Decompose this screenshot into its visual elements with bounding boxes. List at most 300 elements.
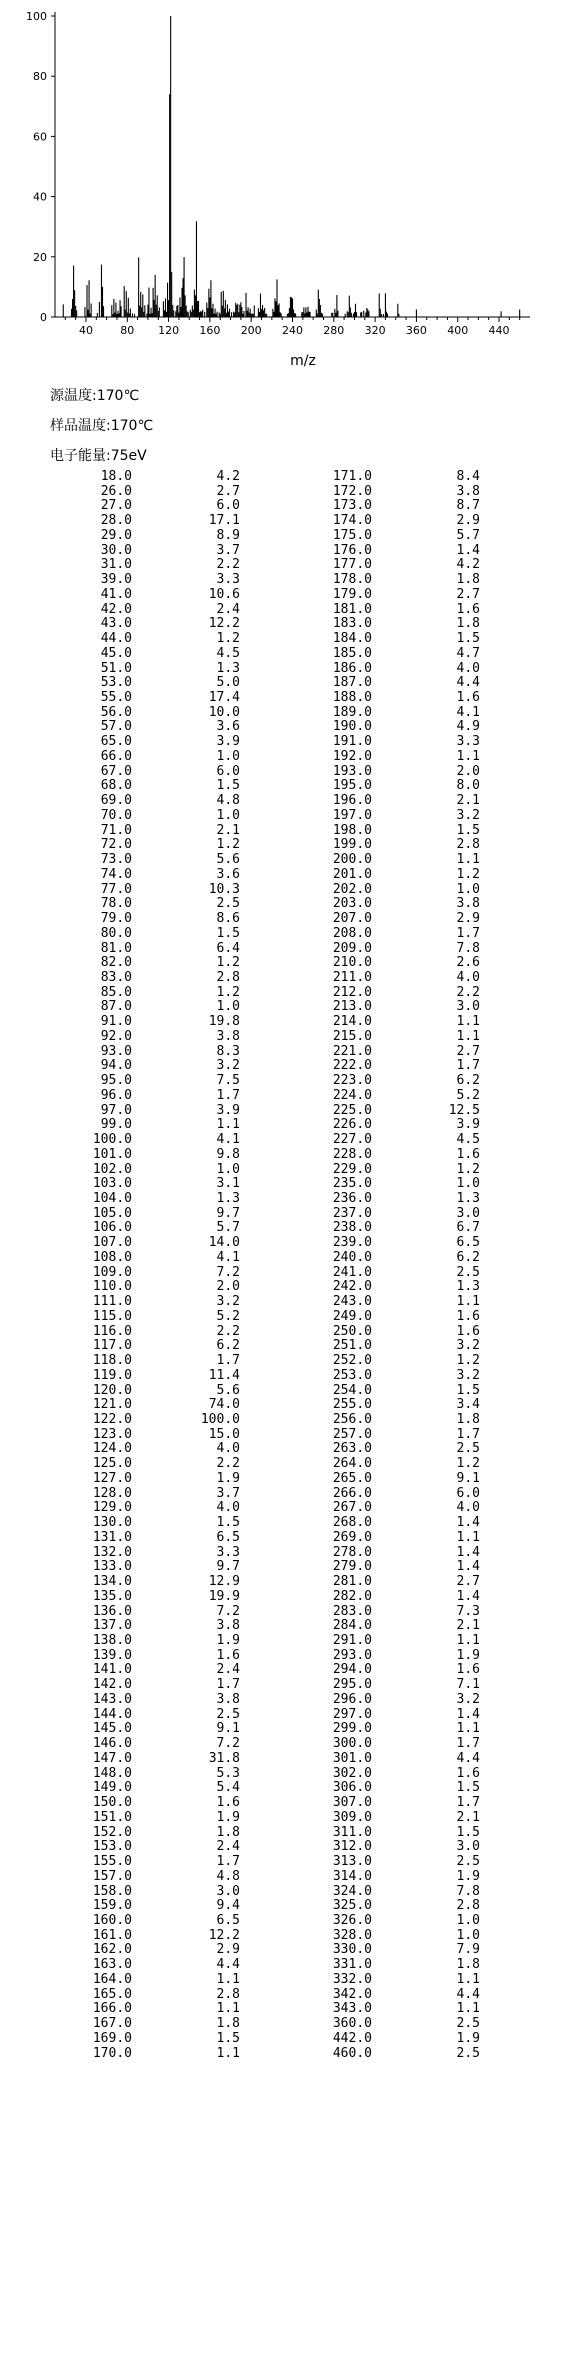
- intensity-value: 5.0: [216, 675, 240, 691]
- intensity-value: 2.7: [216, 483, 240, 499]
- x-tick-label: 120: [158, 324, 180, 337]
- intensity-value: 9.7: [216, 1205, 240, 1221]
- mz-value: 213.0: [332, 999, 372, 1015]
- intensity-value: 2.1: [456, 1809, 480, 1825]
- mz-value: 178.0: [332, 572, 372, 588]
- intensity-value: 3.6: [216, 719, 240, 735]
- intensity-value: 14.0: [208, 1235, 240, 1251]
- intensity-value: 2.0: [216, 1279, 240, 1295]
- mz-value: 267.0: [332, 1500, 372, 1516]
- mz-value: 45.0: [100, 645, 132, 661]
- intensity-value: 2.2: [216, 557, 240, 573]
- mz-value: 239.0: [332, 1235, 372, 1251]
- mz-value: 181.0: [332, 601, 372, 617]
- mz-value: 324.0: [332, 1883, 372, 1899]
- mz-value: 187.0: [332, 675, 372, 691]
- y-tick-label: 20: [33, 250, 47, 264]
- mz-value: 240.0: [332, 1249, 372, 1265]
- mz-value: 269.0: [332, 1529, 372, 1545]
- mz-value: 41.0: [100, 586, 132, 602]
- mz-value: 192.0: [332, 748, 372, 764]
- intensity-value: 1.1: [456, 748, 480, 764]
- intensity-value: 3.2: [216, 1294, 240, 1310]
- mz-value: 122.0: [92, 1412, 132, 1427]
- mz-value: 67.0: [100, 763, 132, 779]
- intensity-value: 4.0: [216, 1441, 240, 1457]
- mz-value: 235.0: [332, 1176, 372, 1192]
- intensity-value: 1.1: [216, 2045, 240, 2061]
- mz-value: 149.0: [92, 1780, 132, 1796]
- intensity-value: 3.7: [216, 1485, 240, 1501]
- mz-value: 166.0: [92, 2001, 132, 2017]
- intensity-value: 1.4: [456, 1588, 480, 1604]
- source-temperature: [50, 385, 139, 405]
- intensity-value: 1.9: [456, 1647, 480, 1663]
- intensity-value: 1.0: [216, 748, 240, 764]
- mz-value: 124.0: [92, 1441, 132, 1457]
- mz-value: 295.0: [332, 1677, 372, 1693]
- mz-value: 55.0: [100, 690, 132, 706]
- intensity-value: 1.8: [456, 1412, 480, 1427]
- intensity-value: 1.2: [216, 631, 240, 647]
- mz-value: 29.0: [100, 527, 132, 543]
- mz-value: 203.0: [332, 896, 372, 912]
- mz-value: 130.0: [92, 1515, 132, 1531]
- intensity-value: 3.8: [456, 483, 480, 499]
- mz-value: 294.0: [332, 1662, 372, 1678]
- intensity-value: 17.4: [208, 690, 240, 706]
- intensity-value: 6.4: [216, 940, 240, 956]
- intensity-value: 4.0: [456, 1500, 480, 1516]
- y-tick-label: 60: [33, 130, 47, 144]
- mz-value: 26.0: [100, 483, 132, 499]
- mz-value: 266.0: [332, 1485, 372, 1501]
- intensity-value: 1.1: [216, 1117, 240, 1133]
- intensity-value: 1.1: [456, 1028, 480, 1044]
- intensity-value: 1.7: [216, 1677, 240, 1693]
- intensity-value: 12.5: [448, 1102, 480, 1118]
- sample-temperature: [50, 415, 153, 435]
- intensity-value: 3.8: [216, 1691, 240, 1707]
- mz-value: 212.0: [332, 984, 372, 1000]
- mz-value: 94.0: [100, 1058, 132, 1074]
- intensity-value: 3.3: [456, 734, 480, 750]
- intensity-value: 4.8: [216, 793, 240, 809]
- mz-value: 193.0: [332, 763, 372, 779]
- intensity-value: 6.0: [216, 498, 240, 514]
- intensity-value: 1.5: [216, 2030, 240, 2046]
- mz-value: 173.0: [332, 498, 372, 514]
- mz-value: 117.0: [92, 1338, 132, 1354]
- intensity-value: 3.0: [456, 1205, 480, 1221]
- mz-value: 99.0: [100, 1117, 132, 1133]
- mz-value: 105.0: [92, 1205, 132, 1221]
- mz-value: 82.0: [100, 955, 132, 971]
- mz-value: 104.0: [92, 1190, 132, 1206]
- mz-value: 293.0: [332, 1647, 372, 1663]
- intensity-value: 3.3: [216, 572, 240, 588]
- mz-value: 238.0: [332, 1220, 372, 1236]
- mz-value: 53.0: [100, 675, 132, 691]
- intensity-value: 8.0: [456, 778, 480, 794]
- intensity-value: 1.5: [456, 1824, 480, 1840]
- mz-value: 281.0: [332, 1574, 372, 1590]
- intensity-value: 7.5: [216, 1073, 240, 1089]
- mz-value: 152.0: [92, 1824, 132, 1840]
- mz-value: 146.0: [92, 1736, 132, 1752]
- x-tick-label: 320: [364, 324, 386, 337]
- intensity-value: 5.7: [456, 527, 480, 543]
- intensity-value: 2.5: [456, 1441, 480, 1457]
- mz-value: 106.0: [92, 1220, 132, 1236]
- intensity-value: 1.2: [216, 837, 240, 853]
- intensity-value: 3.0: [216, 1883, 240, 1899]
- mz-value: 169.0: [92, 2030, 132, 2046]
- electron-energy-value: 75eV: [110, 448, 147, 464]
- intensity-value: 6.5: [456, 1235, 480, 1251]
- intensity-value: 2.5: [456, 2045, 480, 2061]
- intensity-value: 19.9: [208, 1588, 240, 1604]
- intensity-value: 1.4: [456, 1706, 480, 1722]
- intensity-value: 1.0: [456, 1176, 480, 1192]
- mz-value: 30.0: [100, 542, 132, 558]
- mz-value: 73.0: [100, 852, 132, 868]
- intensity-value: 1.6: [216, 1795, 240, 1811]
- intensity-value: 7.2: [216, 1736, 240, 1752]
- intensity-value: 1.7: [456, 1795, 480, 1811]
- mz-value: 119.0: [92, 1367, 132, 1383]
- intensity-value: 1.8: [456, 572, 480, 588]
- intensity-value: 3.9: [216, 734, 240, 750]
- mz-value: 174.0: [332, 513, 372, 529]
- mz-value: 138.0: [92, 1633, 132, 1649]
- intensity-value: 1.3: [216, 1190, 240, 1206]
- mz-value: 131.0: [92, 1529, 132, 1545]
- intensity-value: 7.2: [216, 1264, 240, 1280]
- intensity-value: 2.1: [216, 822, 240, 838]
- mz-value: 254.0: [332, 1382, 372, 1398]
- intensity-value: 10.6: [208, 586, 240, 602]
- mz-value: 224.0: [332, 1087, 372, 1103]
- intensity-value: 3.2: [456, 1691, 480, 1707]
- mz-value: 151.0: [92, 1809, 132, 1825]
- intensity-value: 1.5: [216, 1515, 240, 1531]
- intensity-value: 9.8: [216, 1146, 240, 1162]
- intensity-value: 1.7: [216, 1087, 240, 1103]
- intensity-value: 1.2: [456, 1456, 480, 1472]
- intensity-value: 2.7: [456, 1574, 480, 1590]
- mz-value: 283.0: [332, 1603, 372, 1619]
- mz-value: 70.0: [100, 807, 132, 823]
- intensity-value: 2.2: [456, 984, 480, 1000]
- intensity-value: 3.0: [456, 999, 480, 1015]
- sample-temperature-value: 170℃: [110, 418, 154, 434]
- mz-value: 143.0: [92, 1691, 132, 1707]
- x-tick-label: 280: [323, 324, 345, 337]
- intensity-value: 2.9: [216, 1942, 240, 1958]
- source-temperature-value: 170℃: [96, 388, 140, 404]
- intensity-value: 4.5: [456, 1132, 480, 1148]
- mz-value: 78.0: [100, 896, 132, 912]
- intensity-value: 2.8: [456, 1898, 480, 1914]
- mz-value: 313.0: [332, 1854, 372, 1870]
- x-tick-label: 80: [120, 324, 135, 337]
- intensity-value: 1.7: [456, 1058, 480, 1074]
- intensity-value: 3.2: [456, 807, 480, 823]
- intensity-value: 2.8: [216, 1986, 240, 2002]
- intensity-value: 1.6: [456, 1323, 480, 1339]
- mz-value: 167.0: [92, 2016, 132, 2032]
- intensity-value: 4.2: [216, 469, 240, 484]
- intensity-value: 4.4: [456, 1750, 480, 1766]
- mz-value: 228.0: [332, 1146, 372, 1162]
- mz-value: 79.0: [100, 911, 132, 927]
- intensity-value: 1.6: [456, 1765, 480, 1781]
- intensity-value: 2.9: [456, 513, 480, 529]
- mz-value: 460.0: [332, 2045, 372, 2061]
- mz-value: 141.0: [92, 1662, 132, 1678]
- mz-value: 171.0: [332, 469, 372, 484]
- intensity-value: 1.5: [456, 1382, 480, 1398]
- mz-value: 282.0: [332, 1588, 372, 1604]
- intensity-value: 12.2: [208, 616, 240, 632]
- mz-value: 252.0: [332, 1353, 372, 1369]
- mz-value: 332.0: [332, 1971, 372, 1987]
- intensity-value: 1.3: [456, 1279, 480, 1295]
- x-axis-label: m/z: [290, 353, 316, 369]
- mz-value: 153.0: [92, 1839, 132, 1855]
- intensity-value: 2.4: [216, 1839, 240, 1855]
- intensity-value: 2.2: [216, 1456, 240, 1472]
- mz-value: 360.0: [332, 2016, 372, 2032]
- mz-value: 222.0: [332, 1058, 372, 1074]
- intensity-value: 1.5: [216, 778, 240, 794]
- intensity-value: 7.2: [216, 1603, 240, 1619]
- intensity-value: 4.4: [216, 1957, 240, 1973]
- intensity-value: 1.5: [216, 925, 240, 941]
- mz-value: 189.0: [332, 704, 372, 720]
- intensity-value: 1.8: [456, 1957, 480, 1973]
- intensity-value: 1.4: [456, 1559, 480, 1575]
- mz-value: 175.0: [332, 527, 372, 543]
- mz-value: 223.0: [332, 1073, 372, 1089]
- mz-value: 121.0: [92, 1397, 132, 1413]
- intensity-value: 10.0: [208, 704, 240, 720]
- mz-value: 214.0: [332, 1014, 372, 1030]
- intensity-value: 1.4: [456, 1515, 480, 1531]
- intensity-value: 6.2: [216, 1338, 240, 1354]
- intensity-value: 2.4: [216, 601, 240, 617]
- y-tick-label: 0: [40, 311, 47, 324]
- mz-value: 120.0: [92, 1382, 132, 1398]
- intensity-value: 2.5: [456, 1264, 480, 1280]
- mz-value: 197.0: [332, 807, 372, 823]
- mz-value: 307.0: [332, 1795, 372, 1811]
- intensity-value: 5.6: [216, 852, 240, 868]
- mz-value: 190.0: [332, 719, 372, 735]
- intensity-value: 3.4: [456, 1397, 480, 1413]
- mz-value: 158.0: [92, 1883, 132, 1899]
- intensity-value: 4.1: [456, 704, 480, 720]
- mz-value: 144.0: [92, 1706, 132, 1722]
- mz-value: 101.0: [92, 1146, 132, 1162]
- intensity-value: 1.6: [456, 1308, 480, 1324]
- mz-value: 69.0: [100, 793, 132, 809]
- intensity-value: 5.2: [456, 1087, 480, 1103]
- y-tick-label: 80: [33, 70, 47, 84]
- intensity-value: 4.7: [456, 645, 480, 661]
- y-tick-label: 40: [33, 190, 47, 204]
- mz-value: 195.0: [332, 778, 372, 794]
- intensity-value: 2.6: [456, 955, 480, 971]
- intensity-value: 74.0: [208, 1397, 240, 1413]
- mz-value: 85.0: [100, 984, 132, 1000]
- mz-value: 145.0: [92, 1721, 132, 1737]
- mz-value: 326.0: [332, 1912, 372, 1928]
- intensity-value: 1.7: [456, 1426, 480, 1442]
- intensity-value: 3.0: [456, 1839, 480, 1855]
- intensity-value: 5.3: [216, 1765, 240, 1781]
- intensity-value: 4.4: [456, 675, 480, 691]
- mz-value: 226.0: [332, 1117, 372, 1133]
- mz-value: 237.0: [332, 1205, 372, 1221]
- intensity-value: 6.5: [216, 1529, 240, 1545]
- x-tick-label: 360: [405, 324, 427, 337]
- intensity-value: 1.1: [456, 1529, 480, 1545]
- intensity-value: 4.0: [456, 660, 480, 676]
- chart-peaks: [63, 16, 519, 317]
- intensity-value: 12.2: [208, 1927, 240, 1943]
- mz-value: 135.0: [92, 1588, 132, 1604]
- mz-value: 102.0: [92, 1161, 132, 1177]
- intensity-value: 6.2: [456, 1073, 480, 1089]
- mz-value: 229.0: [332, 1161, 372, 1177]
- intensity-value: 5.6: [216, 1382, 240, 1398]
- mz-value: 241.0: [332, 1264, 372, 1280]
- intensity-value: 1.0: [456, 1912, 480, 1928]
- intensity-value: 2.5: [216, 896, 240, 912]
- intensity-value: 9.1: [216, 1721, 240, 1737]
- intensity-value: 1.9: [456, 1868, 480, 1884]
- mz-value: 265.0: [332, 1470, 372, 1486]
- intensity-value: 5.7: [216, 1220, 240, 1236]
- intensity-value: 3.9: [216, 1102, 240, 1118]
- electron-energy-label: 电子能量:: [50, 448, 111, 464]
- intensity-value: 1.1: [456, 1633, 480, 1649]
- mz-value: 343.0: [332, 2001, 372, 2017]
- mz-value: 72.0: [100, 837, 132, 853]
- mz-value: 18.0: [100, 469, 132, 484]
- mz-value: 183.0: [332, 616, 372, 632]
- intensity-value: 4.2: [456, 557, 480, 573]
- intensity-value: 1.1: [216, 1971, 240, 1987]
- mz-value: 330.0: [332, 1942, 372, 1958]
- intensity-value: 1.1: [456, 2001, 480, 2017]
- intensity-value: 8.6: [216, 911, 240, 927]
- intensity-value: 3.2: [456, 1338, 480, 1354]
- mz-value: 39.0: [100, 572, 132, 588]
- intensity-value: 2.0: [456, 763, 480, 779]
- intensity-value: 2.2: [216, 1323, 240, 1339]
- mz-value: 148.0: [92, 1765, 132, 1781]
- intensity-value: 2.1: [456, 1618, 480, 1634]
- mz-value: 301.0: [332, 1750, 372, 1766]
- intensity-value: 8.4: [456, 469, 480, 484]
- intensity-value: 1.2: [456, 866, 480, 882]
- intensity-value: 2.9: [456, 911, 480, 927]
- intensity-value: 1.8: [456, 616, 480, 632]
- mz-value: 179.0: [332, 586, 372, 602]
- intensity-value: 31.8: [208, 1750, 240, 1766]
- mz-value: 210.0: [332, 955, 372, 971]
- mz-value: 312.0: [332, 1839, 372, 1855]
- mz-value: 306.0: [332, 1780, 372, 1796]
- mz-value: 207.0: [332, 911, 372, 927]
- intensity-value: 15.0: [208, 1426, 240, 1442]
- mz-value: 164.0: [92, 1971, 132, 1987]
- mz-value: 115.0: [92, 1308, 132, 1324]
- mz-value: 256.0: [332, 1412, 372, 1427]
- intensity-value: 1.1: [216, 2001, 240, 2017]
- intensity-value: 11.4: [208, 1367, 240, 1383]
- mz-value: 163.0: [92, 1957, 132, 1973]
- mz-value: 257.0: [332, 1426, 372, 1442]
- mz-value: 221.0: [332, 1043, 372, 1059]
- intensity-value: 7.1: [456, 1677, 480, 1693]
- mz-value: 129.0: [92, 1500, 132, 1516]
- mz-value: 97.0: [100, 1102, 132, 1118]
- mz-value: 185.0: [332, 645, 372, 661]
- mz-value: 162.0: [92, 1942, 132, 1958]
- intensity-value: 3.8: [456, 896, 480, 912]
- intensity-value: 19.8: [208, 1014, 240, 1030]
- intensity-value: 2.5: [456, 2016, 480, 2032]
- intensity-value: 1.8: [216, 1824, 240, 1840]
- intensity-value: 2.8: [456, 837, 480, 853]
- intensity-value: 1.9: [456, 2030, 480, 2046]
- intensity-value: 1.7: [456, 1736, 480, 1752]
- intensity-value: 3.1: [216, 1176, 240, 1192]
- mz-value: 31.0: [100, 557, 132, 573]
- intensity-value: 2.5: [216, 1706, 240, 1722]
- mz-value: 314.0: [332, 1868, 372, 1884]
- intensity-value: 10.3: [208, 881, 240, 897]
- mz-value: 251.0: [332, 1338, 372, 1354]
- mz-value: 215.0: [332, 1028, 372, 1044]
- intensity-value: 7.9: [456, 1942, 480, 1958]
- mz-value: 150.0: [92, 1795, 132, 1811]
- mz-value: 243.0: [332, 1294, 372, 1310]
- mz-value: 93.0: [100, 1043, 132, 1059]
- mz-value: 81.0: [100, 940, 132, 956]
- mz-value: 132.0: [92, 1544, 132, 1560]
- intensity-value: 5.2: [216, 1308, 240, 1324]
- mz-value: 279.0: [332, 1559, 372, 1575]
- intensity-value: 3.7: [216, 542, 240, 558]
- mz-value: 278.0: [332, 1544, 372, 1560]
- mz-value: 57.0: [100, 719, 132, 735]
- intensity-value: 1.0: [216, 807, 240, 823]
- intensity-value: 12.9: [208, 1574, 240, 1590]
- mz-value: 202.0: [332, 881, 372, 897]
- mz-value: 253.0: [332, 1367, 372, 1383]
- mz-value: 128.0: [92, 1485, 132, 1501]
- intensity-value: 1.6: [456, 601, 480, 617]
- mz-value: 242.0: [332, 1279, 372, 1295]
- intensity-value: 6.0: [216, 763, 240, 779]
- intensity-value: 1.2: [216, 955, 240, 971]
- intensity-value: 1.3: [216, 660, 240, 676]
